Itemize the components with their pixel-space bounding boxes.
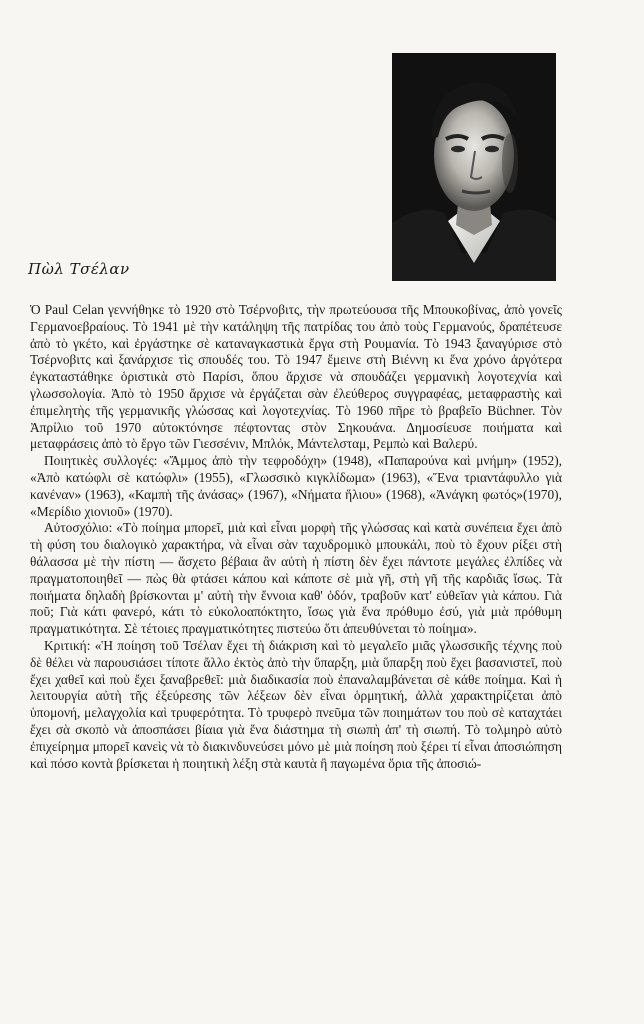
author-name-heading: Πὼλ Τσέλαν	[28, 260, 130, 278]
author-portrait-photo	[392, 53, 556, 281]
biography-paragraph: Ὁ Paul Celan γεννήθηκε τὸ 1920 στὸ Τσέρνοβιτς, τὴν πρωτεύουσα τῆς Μπουκοβίνας, ἀπὸ γονεῖς Γερμανοεβραίους. Τὸ 1941 μὲ τὴν κατάληψη τῆς πατρίδας του ἀπὸ τοὺς Γερμανούς, δραπέτευσε ἀπὸ τὸ γκέτο, καὶ ἐργάστηκε σὲ καταναγκαστικὰ ἔργα στὴ Ρουμανία. Τὸ 1943 ξαναγύρισε στὸ Τσέρνοβιτς καὶ ξανάρχισε τὶς σπουδές του. Τὸ 1947 ἔμεινε στὴ Βιέννη κι ἕνα χρόνο ἀργότερα ἐγκαταστάθηκε ὁριστικὰ στὸ Παρίσι, ὅπου ἄρχισε νὰ σπουδάζει γερμανικὴ λογοτεχνία καὶ γλωσσολογία. Ἀπὸ τὸ 1950 ἄρχισε νὰ ἐργάζεται σὰν ἐλεύθερος συγγραφέας, μεταφραστὴς καὶ ἐπιμελητὴς τῆς γερμανικῆς γλώσσας καὶ λογοτεχνίας. Τὸ 1960 πῆρε τὸ βραβεῖο Büchner. Τὸν Ἀπρίλιο τοῦ 1970 αὐτοκτόνησε πέφτοντας στὸν Σηκουάνα. Δημοσίευσε ποιήματα καὶ μεταφράσεις ἀπὸ τὸ ἔργο τῶν Γιεσσένιν, Μπλόκ, Μάντελσταμ, Ρεμπὼ καὶ Βαλερύ.	[30, 302, 562, 452]
critique-paragraph: Κριτική: «Ἡ ποίηση τοῦ Τσέλαν ἔχει τὴ διάκριση καὶ τὸ μεγαλεῖο μιᾶς γλωσσικῆς τέχνης ποὺ δὲ θέλει νὰ παρουσιάσει τίποτε ἄλλο ἐκτὸς ἀπὸ τὴν ὕπαρξη, μιὰ ὕπαρξη ποὺ ἔχει βασανιστεῖ, ποὺ ἔχει χαθεῖ καὶ ποὺ ἔχει ξαναβρεθεῖ: μιὰ διαδικασία ποὺ ἐπαναλαμβάνεται σὲ κάθε ποίημα. Καὶ ἡ λειτουργία αὐτὴ τῆς ἐξεύρεσης τῶν λέξεων δὲν εἶναι ὁρμητική, ἀλλὰ χαρακτηρίζεται ἀπὸ ὑπομονή, μελαγχολία καὶ τρυφερότητα. Τὸ τρυφερὸ πνεῦμα τῶν ποιημάτων του ποὺ σὲ καταχτάει ἔχει σὰ σκοπὸ νὰ ἀποσπάσει βίαια γιὰ ἕνα διάστημα τὴ σιωπὴ ἀπ' τὴ σιωπή. Τὸ τολμηρὸ αὐτὸ ἐπιχείρημα μπορεῖ κανεὶς νὰ τὸ διακινδυνεύσει μόνο μὲ μιὰ ποίηση ποὺ ξέρει τί εἶναι ἀποσιώπηση καὶ πόσο κοντὰ βρίσκεται ἡ ποιητικὴ λέξη στὰ καυτὰ ἢ παγωμένα ὅρια τῆς ἀποσιώ-	[30, 637, 562, 771]
self-commentary-paragraph: Αὐτοσχόλιο: «Τὸ ποίημα μπορεῖ, μιὰ καὶ εἶναι μορφὴ τῆς γλώσσας καὶ κατὰ συνέπεια ἔχει ἀπὸ τὴ φύση του διαλογικὸ χαρακτήρα, νὰ εἶναι σὰν ταχυδρομικὸ μπουκάλι, ποὺ τὸ ἔχουν ρίξει στὴ θάλασσα μὲ τὴν πίστη — ἄσχετο βέβαια ἂν αὐτὴ ἡ πίστη δὲν ἔχει πάντοτε μεγάλες ἐλπίδες νὰ πραγματοποιηθεῖ — πὼς θὰ φτάσει κάπου καὶ κάποτε σὲ μιὰ γῆ, στὴ γῆ τῆς καρδιᾶς ἴσως. Τὰ ποιήματα δηλαδὴ βρίσκονται μ' αὐτὴ τὴν ἔννοια καθ' ὁδόν, τραβοῦν κατ' εὐθεῖαν γιὰ κάπου. Γιὰ ποῦ; Γιὰ κάτι φανερό, κάτι τὸ εὐκολοαπόκτητο, ἴσως γιὰ ἕνα πρόθυμο ἐσύ, γιὰ μιὰ πρόθυμη πραγματικότητα. Σὲ τέτοιες πραγματικότητες πιστεύω ὅτι ἀπευθύνεται τὸ ποίημα».	[30, 520, 562, 637]
poetry-collections-paragraph: Ποιητικὲς συλλογές: «Ἄμμος ἀπὸ τὴν τεφροδόχη» (1948), «Παπαρούνα καὶ μνήμη» (1952), «Ἀπὸ κατώφλι σὲ κατώφλι» (1955), «Γλωσσικὸ κιγκλίδωμα» (1963), «Ἕνα τριαντάφυλλο γιὰ κανέναν» (1963), «Καμπὴ τῆς ἀνάσας» (1967), «Νήματα ἥλιου» (1968), «Ἀνάγκη φωτός»(1970), «Μερίδιο χιονιοῦ» (1970).	[30, 453, 562, 519]
article-body	[30, 302, 562, 772]
